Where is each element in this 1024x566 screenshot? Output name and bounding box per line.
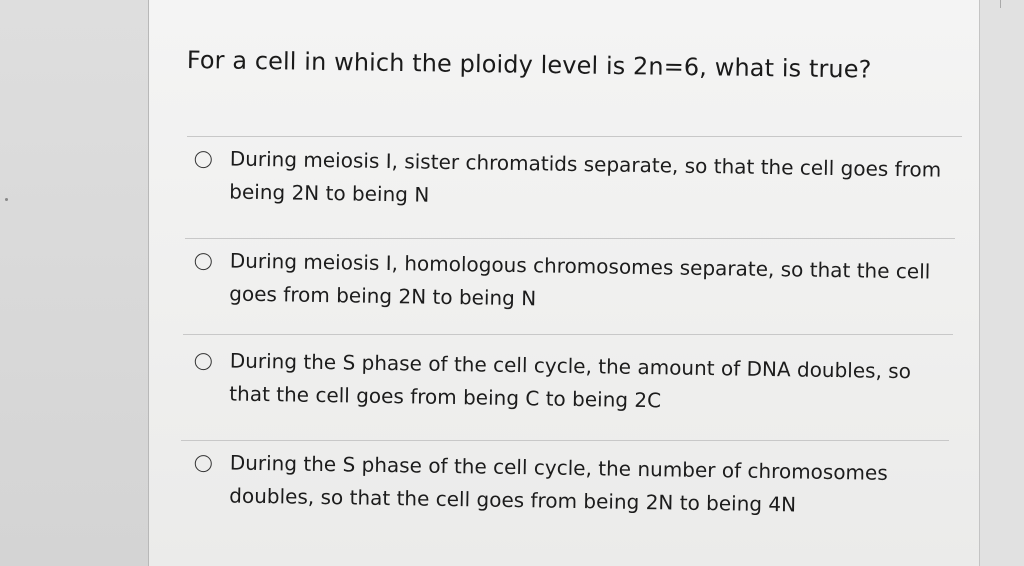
- answer-option-3[interactable]: [194, 348, 955, 422]
- margin-line: [1000, 0, 1001, 8]
- answer-option-label: During the S phase of the cell cycle, the amount of DNA doubles, so that the cell goes from being C to being 2C: [229, 348, 912, 413]
- divider: [185, 238, 955, 239]
- left-margin: [0, 0, 148, 566]
- answer-option-label: During the S phase of the cell cycle, the number of chromosomes doubles, so that the cell goes from being 2N to being 4N: [229, 450, 888, 517]
- divider: [187, 136, 962, 137]
- radio-button[interactable]: [195, 353, 212, 370]
- question-panel: [148, 0, 980, 566]
- radio-button[interactable]: [195, 253, 212, 270]
- answer-option-label: During meiosis I, homologous chromosomes separate, so that the cell goes from being 2N to being N: [229, 248, 931, 311]
- answer-option-1[interactable]: [194, 146, 955, 220]
- answer-option-4[interactable]: [194, 450, 955, 524]
- right-margin: [980, 0, 1024, 566]
- question-text: For a cell in which the ploidy level is 2n=6, what is true?: [186, 46, 872, 84]
- divider: [183, 334, 953, 335]
- margin-mark: [5, 198, 8, 201]
- radio-button[interactable]: [195, 455, 212, 472]
- answer-option-2[interactable]: [194, 248, 955, 322]
- divider: [181, 440, 949, 441]
- radio-button[interactable]: [195, 151, 212, 168]
- answer-option-label: During meiosis I, sister chromatids separate, so that the cell goes from being 2N to being N: [229, 146, 942, 207]
